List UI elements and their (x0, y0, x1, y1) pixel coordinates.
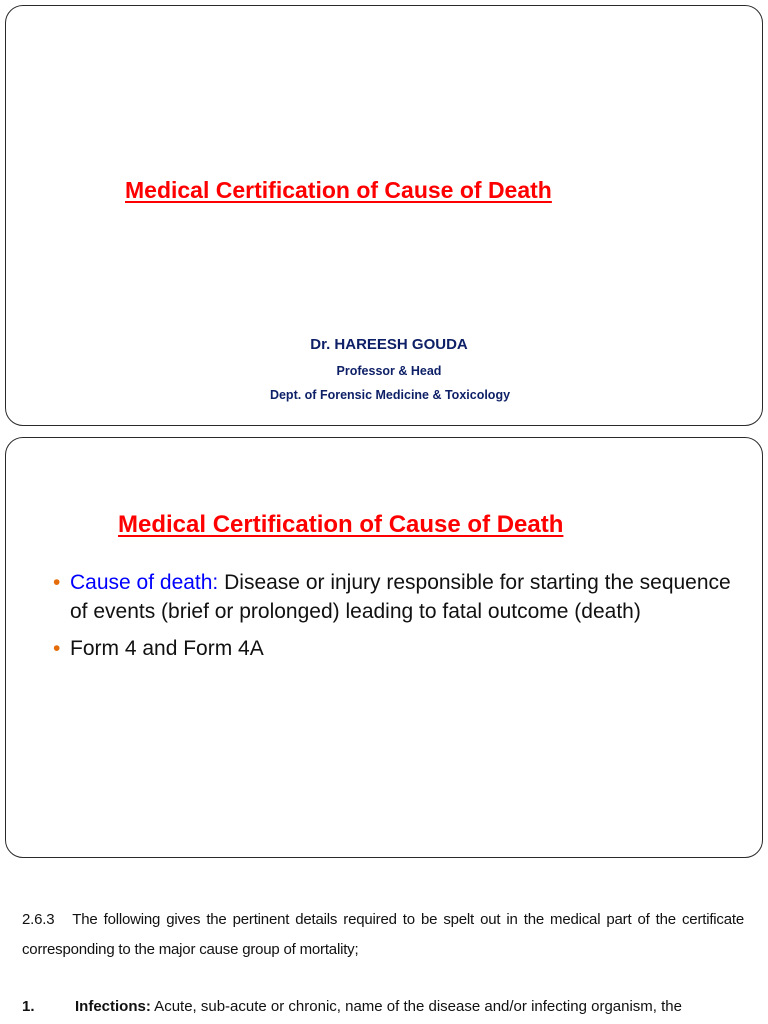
bullet-dot-icon: • (53, 571, 61, 594)
bullet-list (53, 568, 733, 671)
item-number: 1. (22, 998, 35, 1015)
author-name: Dr. HAREESH GOUDA (310, 336, 468, 353)
bullet-text: Form 4 and Form 4A (70, 637, 264, 660)
slide-title: Medical Certification of Cause of Death (118, 511, 564, 538)
document-paragraph: 2.6.3 The following gives the pertinent details required to be spelt out in the medical part of the certificate corresponding to the major cause group of mortality; (22, 911, 748, 958)
numbered-item (22, 992, 744, 1022)
slide-title: Medical Certification of Cause of Death (125, 177, 552, 203)
author-role: Professor & Head (336, 364, 442, 378)
title-slide (5, 5, 763, 426)
item-heading: Infections: (75, 998, 151, 1015)
author-department: Dept. of Forensic Medicine & Toxicology (269, 388, 511, 402)
content-slide (5, 437, 763, 858)
bullet-term: Cause of death: (70, 571, 219, 594)
item-text: Acute, sub-acute or chronic, name of the disease and/or infecting organism, the (150, 998, 682, 1015)
bullet-dot-icon: • (53, 637, 61, 660)
bullet-item (53, 568, 733, 626)
bullet-item (53, 634, 733, 663)
bullet-text: Disease or injury responsible for starting the sequence of events (brief or prolonged) leading to fatal outcome (death) (70, 571, 731, 623)
